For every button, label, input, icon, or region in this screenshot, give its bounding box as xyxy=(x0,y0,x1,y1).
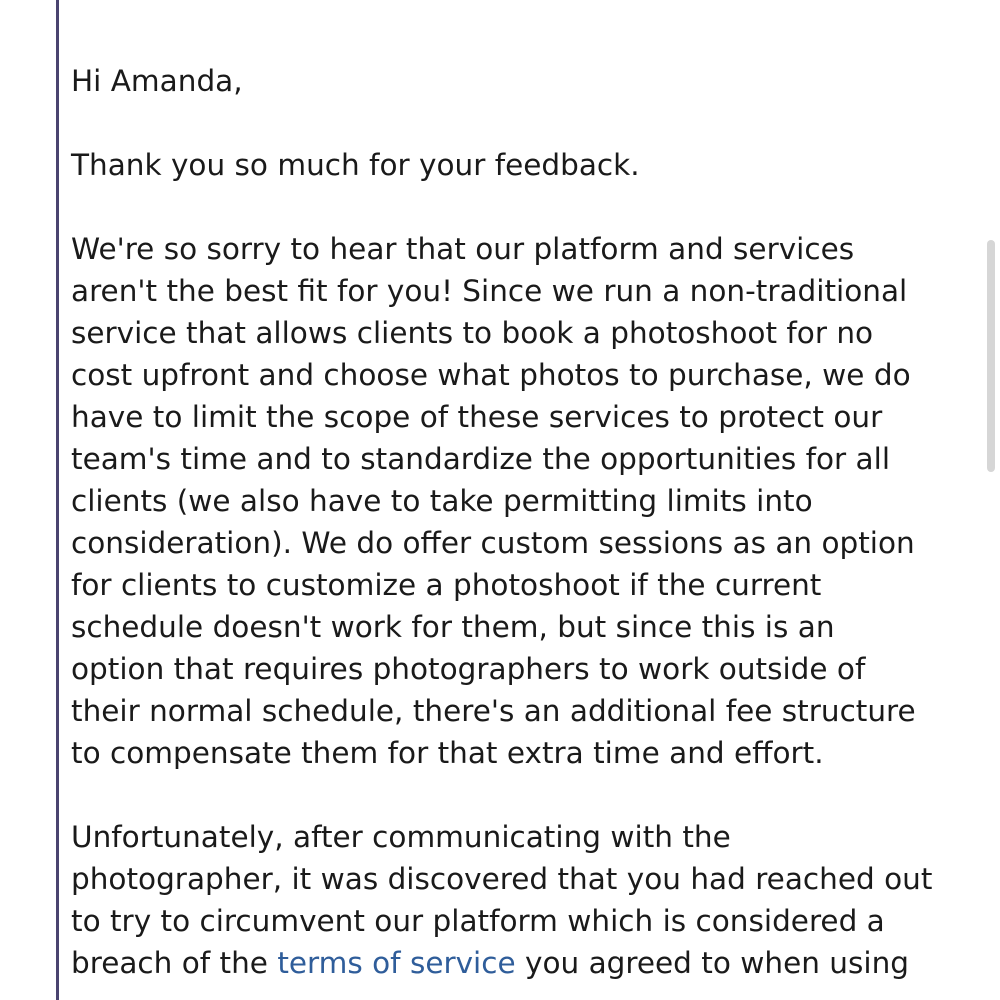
email-body xyxy=(71,60,971,1000)
text-line: consideration). We do offer custom sessions as an option xyxy=(71,526,915,560)
text-line: clients (we also have to take permitting limits into xyxy=(71,484,813,518)
text-line: for clients to customize a photoshoot if the current xyxy=(71,568,822,602)
text-line: to try to circumvent our platform which is considered a xyxy=(71,904,885,938)
paragraph-breach xyxy=(71,816,971,984)
text-line: team's time and to standardize the opportunities for all xyxy=(71,442,891,476)
text-after-link: you agreed to when using xyxy=(515,946,909,980)
text-line: have to limit the scope of these services to protect our xyxy=(71,400,883,434)
text-before-link: breach of the xyxy=(71,946,278,980)
text-line: option that requires photographers to work outside of xyxy=(71,652,866,686)
text-line: service that allows clients to book a photoshoot for no xyxy=(71,316,874,350)
text-line: photographer, it was discovered that you had reached out xyxy=(71,862,933,896)
scrollbar[interactable] xyxy=(987,240,995,472)
text-line: their normal schedule, there's an additional fee structure xyxy=(71,694,916,728)
paragraph-thanks: Thank you so much for your feedback. xyxy=(71,148,640,182)
text-line: cost upfront and choose what photos to purchase, we do xyxy=(71,358,911,392)
text-line: We're so sorry to hear that our platform and services xyxy=(71,232,855,266)
text-line: aren't the best fit for you! Since we run a non-traditional xyxy=(71,274,908,308)
text-line: schedule doesn't work for them, but since this is an xyxy=(71,610,835,644)
terms-of-service-link[interactable]: terms of service xyxy=(277,946,516,980)
text-line-with-link xyxy=(71,942,971,984)
greeting: Hi Amanda, xyxy=(71,64,243,98)
text-line: Unfortunately, after communicating with the xyxy=(71,820,731,854)
text-line: to compensate them for that extra time and effort. xyxy=(71,736,824,770)
quote-bar xyxy=(56,0,59,1000)
paragraph-explanation xyxy=(71,228,971,774)
